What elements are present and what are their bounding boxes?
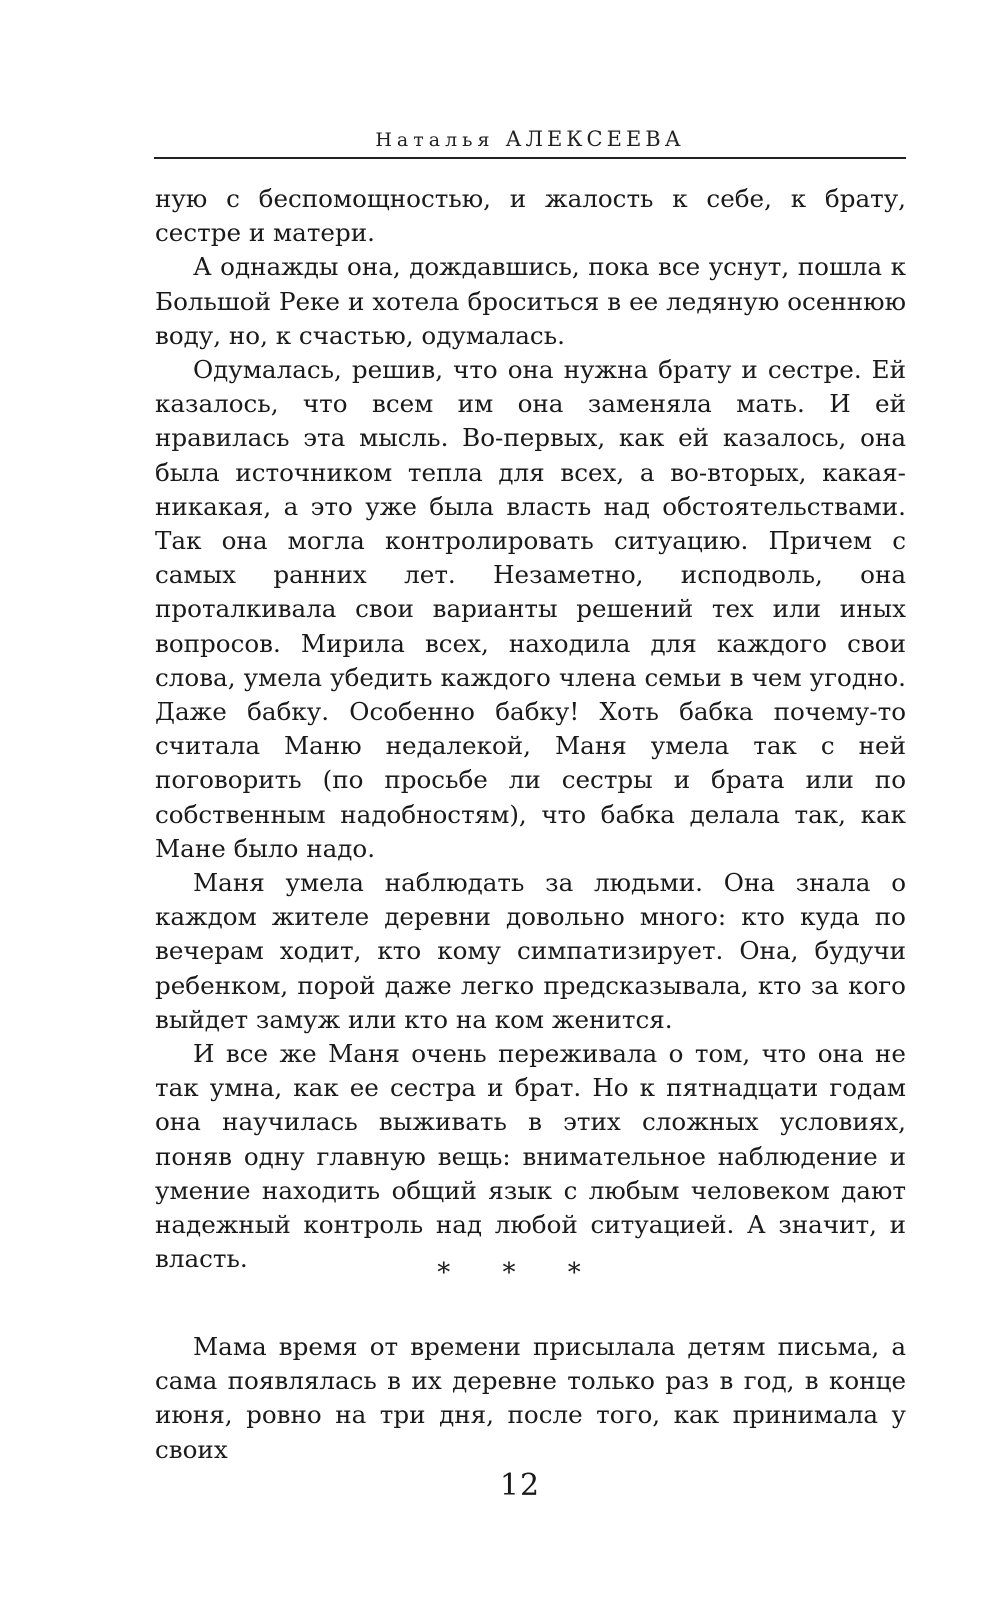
author-last-name: АЛЕКСЕЕВА: [505, 127, 685, 151]
running-head: [154, 127, 906, 151]
page-number: 12: [499, 1468, 541, 1503]
paragraph: И все же Маня очень переживала о том, что она не так умна, как ее сестра и брат. Но к пятнадцати годам она научилась выживать в этих сложных условиях, поняв одну главную вещь: внимательное наблюдение и умение находить общий язык с любым человеком дают надежный контроль над любой ситуацией. А значит, и власть.: [155, 1039, 906, 1274]
paragraph: А однажды она, дождавшись, пока все уснут, пошла к Большой Реке и хотела броситься в ее ледяную осеннюю воду, но, к счастью, одумалась.: [155, 252, 906, 350]
main-text-continued: [155, 1330, 906, 1467]
header-rule: [154, 157, 906, 159]
paragraph: Маня умела наблюдать за людьми. Она знала о каждом жителе деревни довольно много: кто куда по вечерам ходит, кто кому симпатизирует. Она, будучи ребенком, порой даже легко предсказывала, кто за кого выйдет замуж или кто на ком женится.: [155, 868, 906, 1034]
author-first-name: Наталья: [375, 129, 495, 151]
paragraph: Одумалась, решив, что она нужна брату и сестре. Ей казалось, что всем им она заменяла мать. И ей нравилась эта мысль. Во-первых, как ей казалось, она была источником тепла для всех, а во-вторых, какая-никакая, а это уже была власть над обстоятельствами. Так она могла контролировать ситуацию. Причем с самых ранних лет. Незаметно, исподволь, она проталкивала свои варианты решений тех или иных вопросов. Мирила всех, находила для каждого свои слова, умела убедить каждого члена семьи в чем угодно. Даже бабку. Особенно бабку! Хоть бабка почему-то считала Маню недалекой, Маня умела так с ней поговорить (по просьбе ли сестры и брата или по собственным надобностям), что бабка делала так, как Мане было надо.: [155, 355, 906, 863]
main-text: [155, 182, 906, 1277]
paragraph: ную с беспомощностью, и жалость к себе, к брату, сестре и матери.: [155, 184, 906, 248]
paragraph: Мама время от времени присылала детям письма, а сама появлялась в их деревне только раз в год, в конце июня, ровно на три дня, после того, как принимала у своих: [155, 1332, 906, 1464]
section-break: * * *: [437, 1258, 603, 1288]
